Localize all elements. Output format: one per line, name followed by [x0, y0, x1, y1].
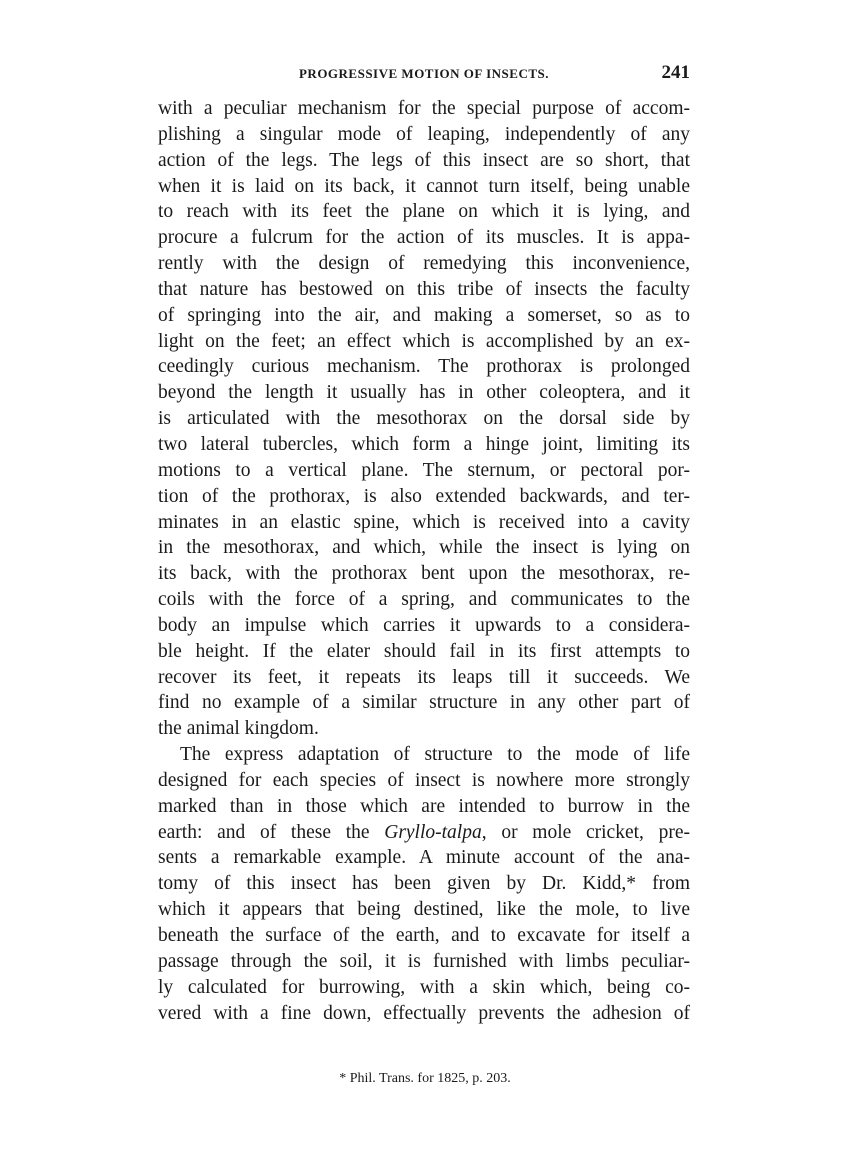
footnote: * Phil. Trans. for 1825, p. 203.: [339, 1071, 511, 1086]
text-line: to reach with its feet the plane on which it is lying, and: [158, 201, 690, 223]
text-line: rently with the design of remedying this inconvenience,: [158, 253, 690, 275]
text-line: when it is laid on its back, it cannot turn itself, being unable: [158, 175, 690, 197]
text-line: passage through the soil, it is furnished with limbs peculiar-: [158, 950, 690, 972]
text-line: that nature has bestowed on this tribe of insects the faculty: [158, 278, 690, 300]
text-line: minates in an elastic spine, which is received into a cavity: [158, 511, 690, 533]
page-number: 241: [661, 62, 690, 83]
text-line: earth: and of these the Gryllo-talpa, or mole cricket, pre-: [158, 821, 690, 843]
text-line: which it appears that being destined, like the mole, to live: [158, 899, 690, 921]
text-line: The express adaptation of structure to the mode of life: [180, 744, 690, 766]
text-line: is articulated with the mesothorax on the dorsal side by: [158, 408, 690, 430]
paragraph: [158, 96, 690, 742]
text-line: designed for each species of insect is nowhere more strongly: [158, 769, 690, 791]
text-line: beneath the surface of the earth, and to excavate for itself a: [158, 925, 690, 946]
species-name: Gryllo-talpa: [384, 821, 482, 843]
text-line: plishing a singular mode of leaping, independently of any: [158, 123, 690, 145]
body-text: [158, 96, 690, 1026]
text-line: light on the feet; an effect which is accomplished by an ex-: [158, 330, 690, 352]
text-line: ly calculated for burrowing, with a skin which, being co-: [158, 976, 690, 998]
text-line: ceedingly curious mechanism. The prothorax is prolonged: [158, 356, 690, 378]
text-line: in the mesothorax, and which, while the insect is lying on: [158, 537, 690, 559]
text-line: action of the legs. The legs of this insect are so short, that: [158, 149, 690, 171]
running-title: PROGRESSIVE MOTION OF INSECTS.: [298, 66, 549, 81]
paragraph: [158, 742, 690, 1026]
text-line: recover its feet, it repeats its leaps till it succeeds. We: [158, 666, 690, 688]
text-line: tion of the prothorax, is also extended backwards, and ter-: [158, 485, 690, 507]
text-line: procure a fulcrum for the action of its muscles. It is appa-: [158, 227, 690, 249]
text-line: of springing into the air, and making a somerset, so as to: [158, 304, 690, 326]
text-line: find no example of a similar structure in any other part of: [158, 692, 690, 714]
text-line: tomy of this insect has been given by Dr. Kidd,* from: [158, 873, 690, 895]
text-line: two lateral tubercles, which form a hinge joint, limiting its: [158, 433, 690, 455]
text-line: its back, with the prothorax bent upon the mesothorax, re-: [158, 563, 690, 585]
running-head: [158, 62, 690, 86]
text-line: beyond the length it usually has in other coleoptera, and it: [158, 382, 690, 404]
text-line: ble height. If the elater should fail in its first attempts to: [158, 640, 690, 662]
text-line: with a peculiar mechanism for the special purpose of accom-: [158, 98, 690, 119]
text-line: coils with the force of a spring, and communicates to the: [158, 589, 690, 611]
text-line: vered with a fine down, effectually prevents the adhesion of: [158, 1002, 690, 1024]
text-line: body an impulse which carries it upwards to a considera-: [158, 614, 690, 636]
text-line: motions to a vertical plane. The sternum, or pectoral por-: [158, 459, 690, 481]
text-line: marked than in those which are intended to burrow in the: [158, 795, 690, 817]
text-line: the animal kingdom.: [158, 718, 319, 740]
text-line: sents a remarkable example. A minute account of the ana-: [158, 847, 690, 869]
